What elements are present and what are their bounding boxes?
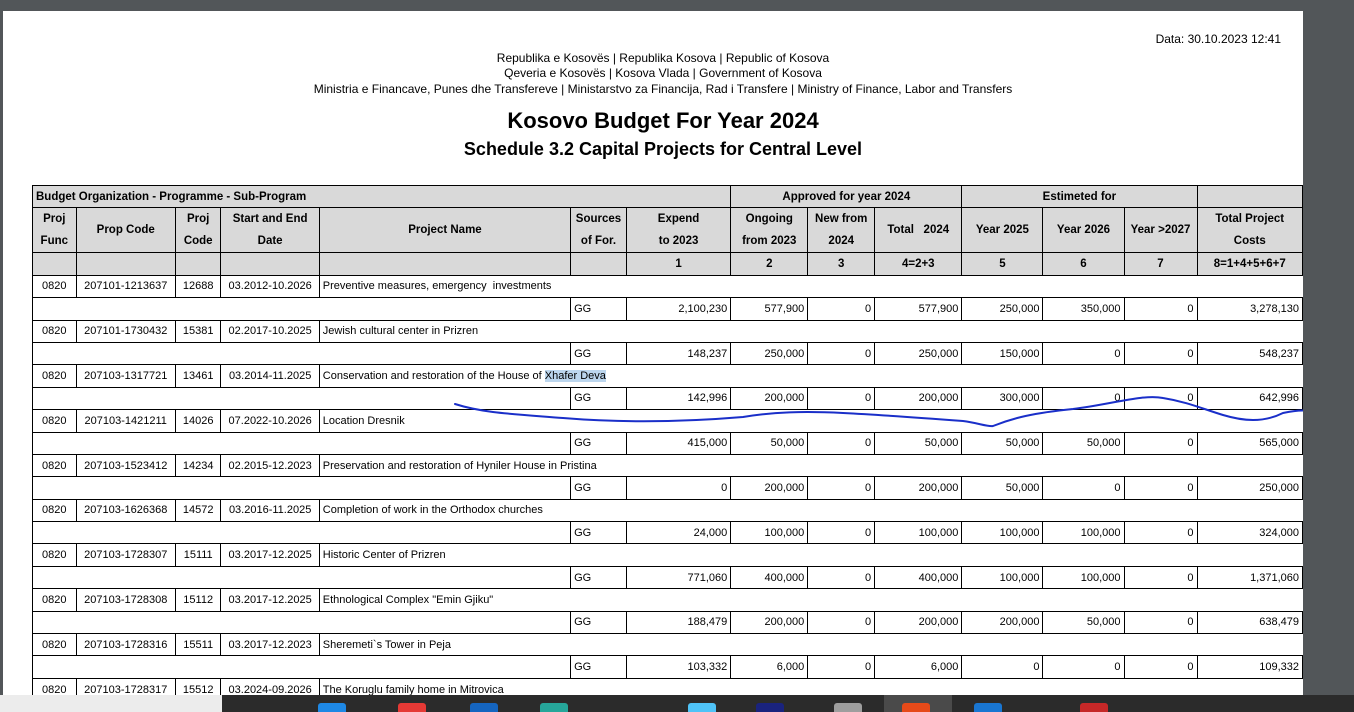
pdf-page xyxy=(3,11,1303,701)
dates-cell: 03.2017-12.2023 xyxy=(221,634,319,656)
proj-code-cell: 13461 xyxy=(175,365,221,387)
source-cell: GG xyxy=(571,387,627,409)
index-1: 1 xyxy=(626,253,730,275)
selected-text: Xhafer Deva xyxy=(544,370,606,383)
dates-cell: 07.2022-10.2026 xyxy=(221,410,319,432)
project-name: Sheremeti`s Tower in Peja xyxy=(322,638,451,651)
proj-code-cell: 12688 xyxy=(175,275,221,297)
y2026-cell: 0 xyxy=(1043,342,1124,364)
col-new: New from 2024 xyxy=(808,208,875,253)
taskbar-app-icon[interactable] xyxy=(470,703,498,712)
taskbar-app-icon[interactable] xyxy=(756,703,784,712)
source-cell: GG xyxy=(571,477,627,499)
y2025-cell: 100,000 xyxy=(962,566,1043,588)
source-cell: GG xyxy=(571,522,627,544)
taskbar-app-icon[interactable] xyxy=(398,703,426,712)
col-project-name: Project Name xyxy=(319,208,570,253)
y2026-cell: 50,000 xyxy=(1043,432,1124,454)
index-7: 7 xyxy=(1124,253,1197,275)
y2026-cell: 0 xyxy=(1043,387,1124,409)
prop-code-cell: 207103-1728317 xyxy=(76,678,175,700)
col-expend: Expend to 2023 xyxy=(626,208,730,253)
source-cell: GG xyxy=(571,566,627,588)
proj-func-cell: 0820 xyxy=(33,365,77,387)
ongoing-cell: 50,000 xyxy=(731,432,808,454)
expend-cell: 103,332 xyxy=(626,656,730,678)
y2025-cell: 50,000 xyxy=(962,477,1043,499)
project-name: Historic Center of Prizren xyxy=(322,549,446,562)
col-proj-func: Proj Func xyxy=(33,208,77,253)
prop-code-cell: 207101-1213637 xyxy=(76,275,175,297)
expend-cell: 24,000 xyxy=(626,522,730,544)
total-cost-cell: 250,000 xyxy=(1197,477,1303,499)
document-title: Kosovo Budget For Year 2024 xyxy=(507,108,819,133)
taskbar-app-icon[interactable] xyxy=(318,703,346,712)
total-cost-cell: 565,000 xyxy=(1197,432,1303,454)
taskbar-app-icon[interactable] xyxy=(1080,703,1108,712)
prop-code-cell: 207103-1421211 xyxy=(76,410,175,432)
dates-cell: 03.2016-11.2025 xyxy=(221,499,319,521)
project-name: Preservation and restoration of Hyniler House in Pristina xyxy=(322,459,597,472)
dates-cell: 03.2014-11.2025 xyxy=(221,365,319,387)
index-3: 3 xyxy=(808,253,875,275)
y2026-cell: 350,000 xyxy=(1043,298,1124,320)
total-cost-cell: 3,278,130 xyxy=(1197,298,1303,320)
dates-cell: 03.2024-09.2026 xyxy=(221,678,319,700)
col-total-2024: Total 2024 xyxy=(875,208,962,253)
total-cell: 577,900 xyxy=(875,298,962,320)
expend-cell: 0 xyxy=(626,477,730,499)
expend-cell: 2,100,230 xyxy=(626,298,730,320)
total-cell: 6,000 xyxy=(875,656,962,678)
report-date: Data: 30.10.2023 12:41 xyxy=(1155,32,1281,46)
prop-code-cell: 207103-1317721 xyxy=(76,365,175,387)
proj-code-cell: 15111 xyxy=(175,544,221,566)
total-cost-cell: 324,000 xyxy=(1197,522,1303,544)
ongoing-cell: 200,000 xyxy=(731,387,808,409)
ongoing-cell: 400,000 xyxy=(731,566,808,588)
y2025-cell: 200,000 xyxy=(962,611,1043,633)
source-cell: GG xyxy=(571,342,627,364)
y2027-cell: 0 xyxy=(1124,522,1197,544)
y2026-cell: 0 xyxy=(1043,656,1124,678)
proj-func-cell: 0820 xyxy=(33,275,77,297)
proj-func-cell: 0820 xyxy=(33,678,77,700)
total-cost-cell: 638,479 xyxy=(1197,611,1303,633)
source-cell: GG xyxy=(571,611,627,633)
y2025-cell: 0 xyxy=(962,656,1043,678)
expend-cell: 148,237 xyxy=(626,342,730,364)
col-ongoing: Ongoing from 2023 xyxy=(731,208,808,253)
ongoing-cell: 577,900 xyxy=(731,298,808,320)
index-4: 4=2+3 xyxy=(875,253,962,275)
taskbar-app-icon[interactable] xyxy=(540,703,568,712)
ongoing-cell: 100,000 xyxy=(731,522,808,544)
y2026-cell: 50,000 xyxy=(1043,611,1124,633)
y2027-cell: 0 xyxy=(1124,298,1197,320)
total-cell: 250,000 xyxy=(875,342,962,364)
proj-code-cell: 14234 xyxy=(175,454,221,476)
y2025-cell: 50,000 xyxy=(962,432,1043,454)
y2026-cell: 100,000 xyxy=(1043,566,1124,588)
expend-cell: 415,000 xyxy=(626,432,730,454)
y2027-cell: 0 xyxy=(1124,611,1197,633)
new-cell: 0 xyxy=(808,477,875,499)
proj-code-cell: 14572 xyxy=(175,499,221,521)
total-cost-cell: 642,996 xyxy=(1197,387,1303,409)
source-cell: GG xyxy=(571,432,627,454)
taskbar-app-icon[interactable] xyxy=(974,703,1002,712)
estimated-header: Estimeted for xyxy=(962,186,1197,208)
total-cell: 50,000 xyxy=(875,432,962,454)
index-6: 6 xyxy=(1043,253,1124,275)
proj-func-cell: 0820 xyxy=(33,454,77,476)
project-name: Location Dresnik xyxy=(322,414,405,427)
expend-cell: 771,060 xyxy=(626,566,730,588)
total-cell: 200,000 xyxy=(875,611,962,633)
source-cell: GG xyxy=(571,298,627,320)
col-start-end: Start and End Date xyxy=(221,208,319,253)
taskbar xyxy=(0,695,1354,712)
col-year-2026: Year 2026 xyxy=(1043,208,1124,253)
new-cell: 0 xyxy=(808,432,875,454)
project-name: The Koruglu family home in Mitrovica xyxy=(322,683,504,696)
proj-func-cell: 0820 xyxy=(33,320,77,342)
new-cell: 0 xyxy=(808,387,875,409)
expend-cell: 142,996 xyxy=(626,387,730,409)
taskbar-app-icon[interactable] xyxy=(688,703,716,712)
proj-func-cell: 0820 xyxy=(33,544,77,566)
source-cell: GG xyxy=(571,656,627,678)
y2025-cell: 300,000 xyxy=(962,387,1043,409)
prop-code-cell: 207103-1626368 xyxy=(76,499,175,521)
y2027-cell: 0 xyxy=(1124,342,1197,364)
index-5: 5 xyxy=(962,253,1043,275)
y2027-cell: 0 xyxy=(1124,432,1197,454)
pen-annotation xyxy=(3,11,1303,701)
total-cost-cell: 109,332 xyxy=(1197,656,1303,678)
prop-code-cell: 207103-1728308 xyxy=(76,589,175,611)
new-cell: 0 xyxy=(808,522,875,544)
project-name: Preventive measures, emergency investments xyxy=(322,280,552,293)
expend-cell: 188,479 xyxy=(626,611,730,633)
prop-code-cell: 207103-1523412 xyxy=(76,454,175,476)
new-cell: 0 xyxy=(808,656,875,678)
taskbar-app-icon[interactable] xyxy=(902,703,930,712)
ongoing-cell: 250,000 xyxy=(731,342,808,364)
taskbar-app-icon[interactable] xyxy=(834,703,862,712)
header-republic: Republika e Kosovës | Republika Kosova | Republic of Kosova xyxy=(496,51,830,65)
prop-code-cell: 207103-1728316 xyxy=(76,634,175,656)
project-name: Jewish cultural center in Prizren xyxy=(322,325,479,338)
proj-func-cell: 0820 xyxy=(33,589,77,611)
ongoing-cell: 200,000 xyxy=(731,611,808,633)
org-header: Budget Organization - Programme - Sub-Program xyxy=(33,186,731,208)
header-government: Qeveria e Kosovës | Kosova Vlada | Government of Kosova xyxy=(504,66,822,80)
new-cell: 0 xyxy=(808,611,875,633)
dates-cell: 03.2012-10.2026 xyxy=(221,275,319,297)
proj-func-cell: 0820 xyxy=(33,410,77,432)
new-cell: 0 xyxy=(808,566,875,588)
y2025-cell: 150,000 xyxy=(962,342,1043,364)
proj-func-cell: 0820 xyxy=(33,634,77,656)
new-cell: 0 xyxy=(808,342,875,364)
document-subtitle: Schedule 3.2 Capital Projects for Central Level xyxy=(463,139,863,159)
annotation-stroke xyxy=(455,397,1303,426)
total-cell: 200,000 xyxy=(875,387,962,409)
col-prop-code: Prop Code xyxy=(76,208,175,253)
y2026-cell: 0 xyxy=(1043,477,1124,499)
y2025-cell: 100,000 xyxy=(962,522,1043,544)
col-year-2025: Year 2025 xyxy=(962,208,1043,253)
total-cost-cell: 1,371,060 xyxy=(1197,566,1303,588)
y2027-cell: 0 xyxy=(1124,566,1197,588)
y2027-cell: 0 xyxy=(1124,387,1197,409)
dates-cell: 02.2015-12.2023 xyxy=(221,454,319,476)
col-sources: Sources of For. xyxy=(571,208,627,253)
proj-code-cell: 15512 xyxy=(175,678,221,700)
y2027-cell: 0 xyxy=(1124,477,1197,499)
y2025-cell: 250,000 xyxy=(962,298,1043,320)
index-8: 8=1+4+5+6+7 xyxy=(1197,253,1303,275)
approved-header: Approved for year 2024 xyxy=(731,186,962,208)
taskbar-search-area[interactable] xyxy=(0,695,222,712)
proj-func-cell: 0820 xyxy=(33,499,77,521)
proj-code-cell: 15381 xyxy=(175,320,221,342)
prop-code-cell: 207103-1728307 xyxy=(76,544,175,566)
total-cell: 200,000 xyxy=(875,477,962,499)
total-cost-cell: 548,237 xyxy=(1197,342,1303,364)
ongoing-cell: 200,000 xyxy=(731,477,808,499)
y2026-cell: 100,000 xyxy=(1043,522,1124,544)
total-cell: 400,000 xyxy=(875,566,962,588)
y2027-cell: 0 xyxy=(1124,656,1197,678)
header-ministry: Ministria e Financave, Punes dhe Transfereve | Ministarstvo za Financija, Rad i Transfere | Ministry of Finance, Labor and Transfers xyxy=(313,82,1013,96)
new-cell: 0 xyxy=(808,298,875,320)
dates-cell: 03.2017-12.2025 xyxy=(221,544,319,566)
proj-code-cell: 15511 xyxy=(175,634,221,656)
proj-code-cell: 14026 xyxy=(175,410,221,432)
col-year-2027: Year >2027 xyxy=(1124,208,1197,253)
prop-code-cell: 207101-1730432 xyxy=(76,320,175,342)
col-proj-code: Proj Code xyxy=(175,208,221,253)
project-name: Conservation and restoration of the House of xyxy=(322,370,545,383)
proj-code-cell: 15112 xyxy=(175,589,221,611)
dates-cell: 02.2017-10.2025 xyxy=(221,320,319,342)
col-total-cost: Total Project Costs xyxy=(1197,208,1303,253)
index-2: 2 xyxy=(731,253,808,275)
ongoing-cell: 6,000 xyxy=(731,656,808,678)
total-cell: 100,000 xyxy=(875,522,962,544)
project-name: Ethnological Complex "Emin Gjiku" xyxy=(322,593,494,606)
project-name: Completion of work in the Orthodox churches xyxy=(322,504,543,517)
dates-cell: 03.2017-12.2025 xyxy=(221,589,319,611)
